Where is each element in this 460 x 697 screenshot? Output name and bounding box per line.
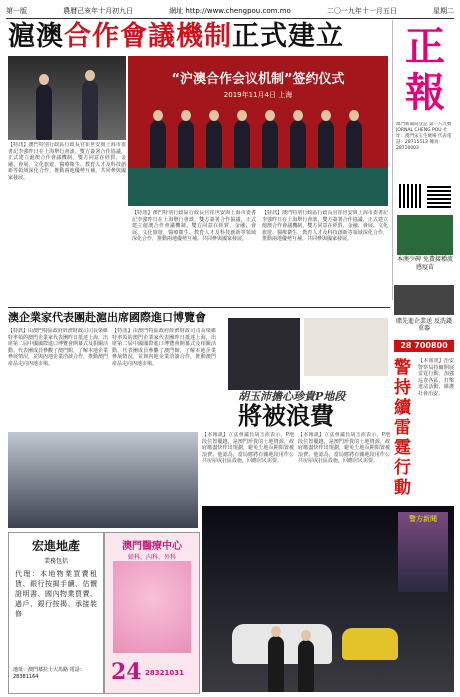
ad-real-estate[interactable]	[8, 532, 104, 694]
website[interactable]: 網址 http://www.chengpou.com.mo	[169, 7, 291, 15]
article3-title: 將被浪費	[238, 402, 334, 430]
clinic-sub: 婦科、內科、外科	[127, 554, 176, 561]
real-estate-body: 代理：本地物業買賣租賃、銀行按揭手續、估價證明書、國內物業買賣、過戶、銀行按揭、承接裝修	[15, 570, 97, 618]
police-news-label: 警方新聞	[409, 515, 437, 523]
divider	[8, 307, 390, 308]
article4-body: 【本報訊】治安警察局持續開展雷霆行動，加強巡查各區，打擊違法活動，維護社會治安。	[418, 358, 454, 397]
ceremony-date: 2019年11月4日 上海	[223, 91, 293, 99]
article3-kicker: 胡玉沛擔心珍貴P地段	[238, 390, 346, 403]
headline-part3: 正式建立	[232, 21, 344, 52]
real-estate-title: 宏進地產	[31, 539, 80, 553]
ad-flu-vaccine: 本澳少碑 免費接種流感疫苗	[397, 256, 453, 271]
lead-article-col3: 【特訊】澳門特別行政區行政長官崔世安與上海市委書記李強昨日在上海舉行會談，雙方簽署合作協議，正式建立滬澳合作會議機制。雙方同意在經貿、金融、會展、文化旅遊、醫療衛生、教育人才及科技創新等領域深化合作，推動兩地優勢互補，共同參與國家發展。	[262, 210, 388, 243]
police-news-box	[398, 512, 448, 592]
qr-code-icon	[427, 184, 451, 208]
ad-clinic[interactable]	[104, 532, 200, 694]
signing-ceremony-photo	[128, 56, 388, 206]
logo-char-2: 報	[405, 69, 445, 116]
headline-part2: 合作會議機制	[64, 21, 232, 52]
article2-body-col1: 【特訊】由澳門特區政府經濟財政司司長梁維特率領的澳門企業家代表團昨日抵達上海，出席第二屆中國國際進口博覽會開幕式及相關活動。代表團成員參觀了澳門館，了解本地企業參展情況，並與內地企業洽談合作，推動澳門產品走向內地市場。	[8, 328, 108, 367]
article2-title: 澳企業家代表團赴滬出席國際進口博覽會	[8, 311, 206, 324]
real-estate-address: 地址：澳門慕拉士大馬路 電話：28381164	[13, 667, 85, 680]
clinic-number: 24	[111, 659, 142, 685]
logo-char-1: 正	[405, 23, 445, 70]
masthead-info: 澳門新聞局登記 第一八九號 JORNAL CHENG POU 社址：澳門宋玉生廣場 代表電話：28715513 傳真：28710003	[396, 122, 452, 151]
ad-photo-woman	[394, 285, 454, 315]
legislator-portrait	[228, 318, 300, 390]
article2-body-col2: 【特訊】由澳門特區政府經濟財政司司長梁維特率領的澳門企業家代表團昨日抵達上海，出席第二屆中國國際進口博覽會開幕式及相關活動。代表團成員參觀了澳門館，了解本地企業參展情況，並與內地企業洽談合作，推動澳門產品走向內地市場。	[112, 328, 216, 367]
police-night-photo	[202, 506, 454, 692]
land-site-photo	[304, 318, 388, 376]
headline-part1: 滬澳	[8, 21, 64, 52]
article4-title: 警持續雷霆行動	[394, 358, 411, 498]
expo-group-photo	[8, 432, 198, 528]
article3-body-col1: 【本報訊】立法會議員胡玉沛表示，P地段位置優越，是澳門珍貴的土地資源，政府應盡快作出規劃，避免土地長期閒置被浪費。他認為，當局應將有關地段用作公共房屋或社區設施，回應居民需要。	[202, 432, 294, 465]
masthead	[392, 20, 455, 300]
issue-date: 二〇一九年十一月五日	[326, 7, 397, 15]
clinic-phone: 28321031	[145, 669, 184, 677]
lunar-date: 農曆己亥年十月初九日	[63, 7, 134, 15]
leaders-handshake-photo	[8, 56, 126, 140]
ceremony-banner: “沪澳合作会议机制”签约仪式	[171, 72, 345, 87]
clinic-illustration	[113, 561, 191, 653]
page-header	[6, 4, 454, 19]
page-section: 第一版	[6, 7, 27, 15]
main-headline	[8, 20, 386, 54]
taxi-car	[342, 628, 398, 660]
real-estate-sub: 業務包括	[43, 558, 68, 565]
lead-article-col2: 【特訊】澳門特別行政區行政長官崔世安與上海市委書記李強昨日在上海舉行會談，雙方簽署合作協議，正式建立滬澳合作會議機制。雙方同意在經貿、金融、會展、文化旅遊、醫療衛生、教育人才及科技創新等領域深化合作，推動兩地優勢互補，共同參與國家發展。	[132, 210, 256, 243]
qr-code-icon	[399, 184, 423, 208]
newspaper-logo	[397, 24, 453, 116]
lead-article-col1: 【特訊】澳門特別行政區行政長官崔世安與上海市委書記李強昨日在上海舉行會談，雙方簽署合作協議，正式建立滬澳合作會議機制。雙方同意在經貿、金融、會展、文化旅遊、醫療衛生、教育人才及科技創新等領域深化合作，推動兩地優勢互補，共同參與國家發展。	[8, 142, 126, 181]
ad-image	[397, 215, 453, 255]
clinic-title: 澳門醫療中心	[122, 541, 182, 552]
signing-table	[128, 168, 388, 206]
ad-phone: 28 700800	[394, 340, 454, 352]
article3-body-col2: 【本報訊】立法會議員胡玉沛表示，P地段位置優越，是澳門珍貴的土地資源，政府應盡快作出規劃，避免土地長期閒置被浪費。他認為，當局應將有關地段用作公共房屋或社區設施，回應居民需要。	[298, 432, 390, 465]
weekday: 星期二	[432, 7, 454, 15]
ad-title: 賭先進企業送 反洗錢重器	[396, 318, 452, 332]
